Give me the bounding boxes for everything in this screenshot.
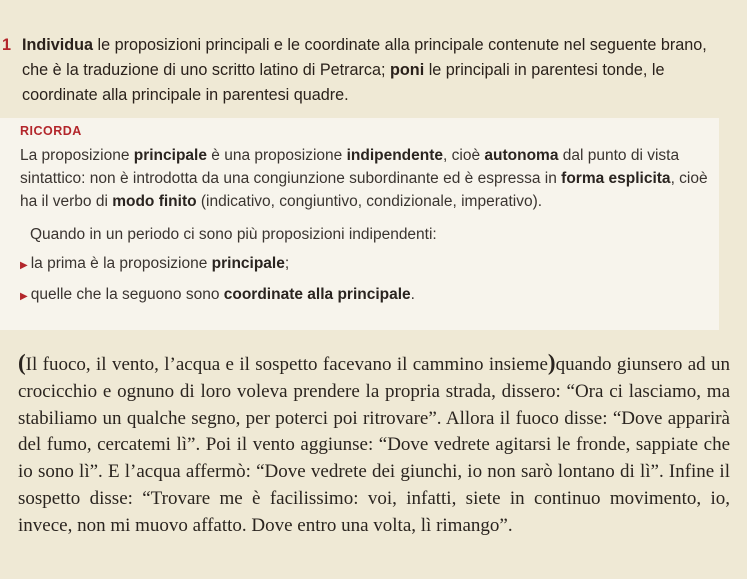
exercise-instruction — [2, 33, 732, 108]
ricorda-intro: Quando in un periodo ci sono più proposizioni indipendenti: — [30, 226, 437, 243]
list-item: ▶ quelle che la seguono sono coordinate alla principale. — [20, 283, 710, 308]
arrow-bullet-icon: ▶ — [20, 291, 28, 302]
ricorda-box — [0, 118, 719, 330]
keyword-poni: poni — [390, 61, 425, 79]
ricorda-title: RICORDA — [20, 124, 82, 138]
list-item: ▶ la prima è la proposizione principale; — [20, 252, 710, 277]
ricorda-definition: La proposizione principale è una proposizione indipendente, cioè autonoma dal punto di vista sintattico: non è introdotta da una congiunzione subordinante ed è espressa in forma esplicita, cioè ha il verbo di modo finito (indicativo, congiuntivo, condizionale, imperativo). — [20, 147, 708, 210]
exercise-number: 1 — [2, 36, 12, 54]
main-clause: Il fuoco, il vento, l’acqua e il sospetto facevano il cammino insieme — [25, 354, 548, 375]
handwritten-open-paren: ( — [18, 350, 26, 375]
keyword-individua: Individua — [22, 36, 94, 54]
passage-rest: quando giunsero ad un crocicchio e ognuno di loro voleva prendere la propria strada, dissero: “Ora ci lasciamo, ma stabiliamo un qualche segno, per poterci poi ritrovare”. Allora il fuoco disse: “Dove apparirà del fumo, cercatemi lì”. Poi il vento aggiunse: “Dove vedrete agitarsi le fronde, sappiate che io sono lì”. E l’acqua affermò: “Dove vedrete dei giunchi, io non sarò lontano di lì”. Infine il sospetto disse: “Trovare me è facilissimo: voi, infatti, siete in continuo movimento, io, invece, non mi muovo affatto. Dove entro una volta, lì rimango”. — [18, 354, 730, 536]
arrow-bullet-icon: ▶ — [20, 260, 28, 271]
petrarca-passage — [18, 350, 730, 540]
handwritten-close-paren: ) — [547, 350, 556, 375]
exercise-text: Individua le proposizioni principali e le coordinate alla principale contenute nel seguente brano, che è la traduzione di uno scritto latino di Petrarca; poni le principali in parentesi tonde, le coordinate alla principale in parentesi quadre. — [22, 36, 707, 104]
ricorda-body — [20, 144, 710, 308]
